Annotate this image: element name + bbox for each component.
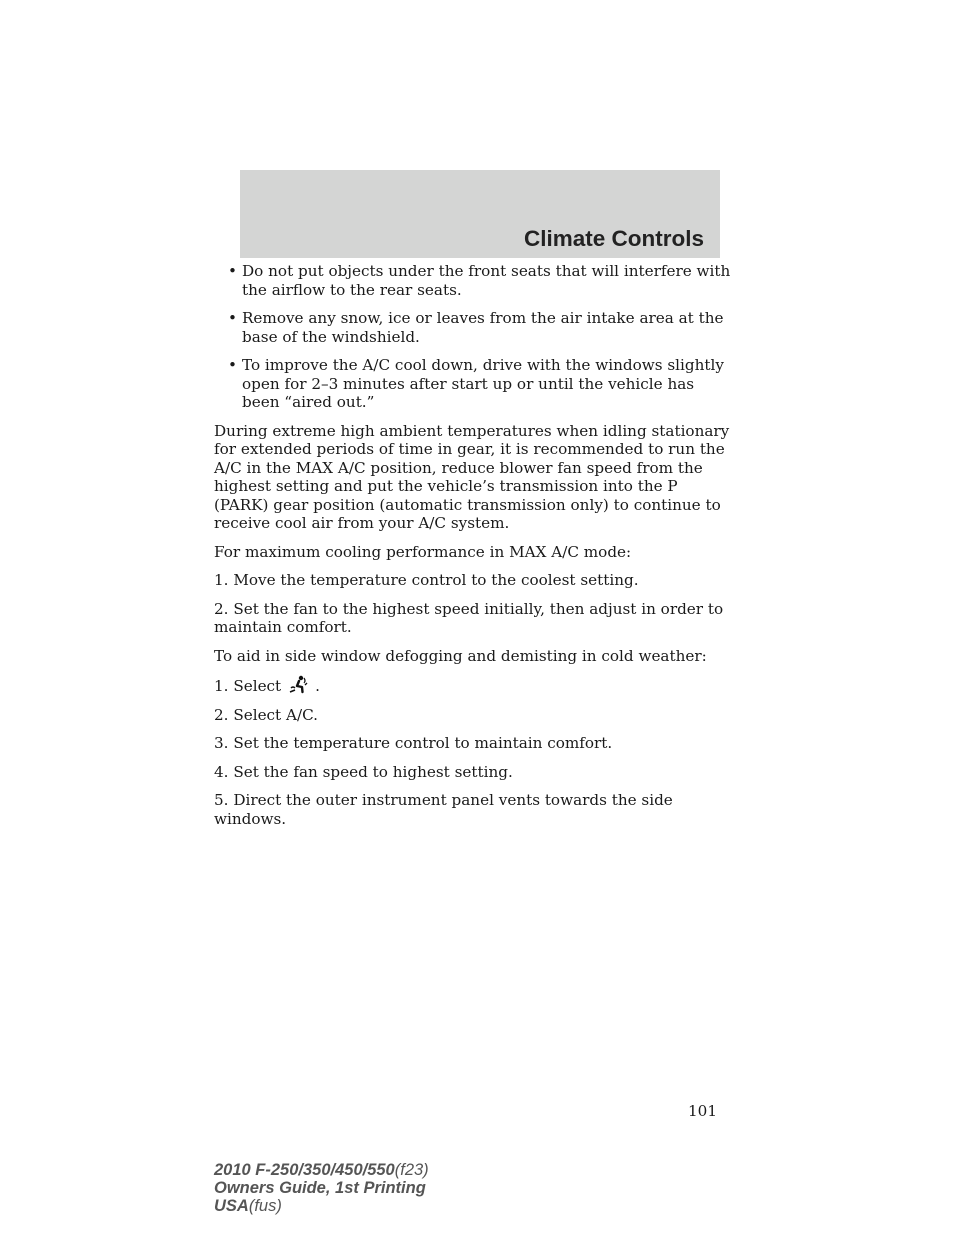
bullet-text: Remove any snow, ice or leaves from the air intake area at the base of the windshield.	[242, 309, 724, 346]
footer-line-model	[214, 1161, 429, 1179]
step-defog-1	[214, 675, 734, 696]
footer-model-code: (f23)	[394, 1161, 429, 1179]
step-max-1: 1. Move the temperature control to the coolest setting.	[214, 571, 639, 589]
bullet-item	[214, 356, 734, 412]
step-defog-1-suffix: .	[315, 677, 320, 695]
paragraph-max-ac-intro: For maximum cooling performance in MAX A/C mode:	[214, 542, 632, 561]
step-defog-3: 3. Set the temperature control to maintain comfort.	[214, 734, 613, 752]
page-number: 101	[688, 1102, 717, 1120]
bullet-item	[214, 309, 734, 346]
bullet-symbol: •	[228, 309, 237, 327]
step-defog-4: 4. Set the fan speed to highest setting.	[214, 762, 513, 781]
paragraph-defog-intro: To aid in side window defogging and demisting in cold weather:	[214, 646, 707, 665]
footer-market: USA	[214, 1197, 249, 1215]
section-header-band	[240, 170, 720, 258]
footer-printing: Owners Guide, 1st Printing	[214, 1179, 426, 1197]
step-defog-2: 2. Select A/C.	[214, 705, 318, 724]
bullet-text: Do not put objects under the front seats that will interfere with the airflow to the rear seats.	[242, 262, 731, 299]
bullet-text: To improve the A/C cool down, drive with the windows slightly open for 2–3 minutes after start up or until the vehicle has been “aired out.”	[242, 356, 724, 411]
step-defog-5: 5. Direct the outer instrument panel vents towards the side windows.	[214, 791, 673, 828]
footer-edition-info	[214, 1161, 429, 1215]
paragraph-extreme-heat: During extreme high ambient temperatures when idling stationary for extended periods of time in gear, it is recommended to run the A/C in the MAX A/C position, reduce blower fan speed from the highest setting and put the vehicle’s transmission into the P (PARK) gear position (automatic transmission only) to continue to receive cool air from your A/C system.	[214, 421, 730, 532]
footer-line-market	[214, 1197, 429, 1215]
floor-defrost-icon	[287, 675, 309, 695]
bullet-symbol: •	[228, 356, 237, 374]
step-max-2: 2. Set the fan to the highest speed initially, then adjust in order to maintain comfort.	[214, 599, 724, 636]
footer-market-code: (fus)	[248, 1197, 282, 1215]
bullet-item	[214, 262, 734, 299]
step-defog-1-prefix: 1. Select	[214, 677, 282, 695]
section-title: Climate Controls	[523, 226, 704, 251]
footer-model: 2010 F-250/350/450/550	[214, 1161, 395, 1179]
bullet-symbol: •	[228, 262, 237, 280]
page-content	[214, 262, 734, 838]
